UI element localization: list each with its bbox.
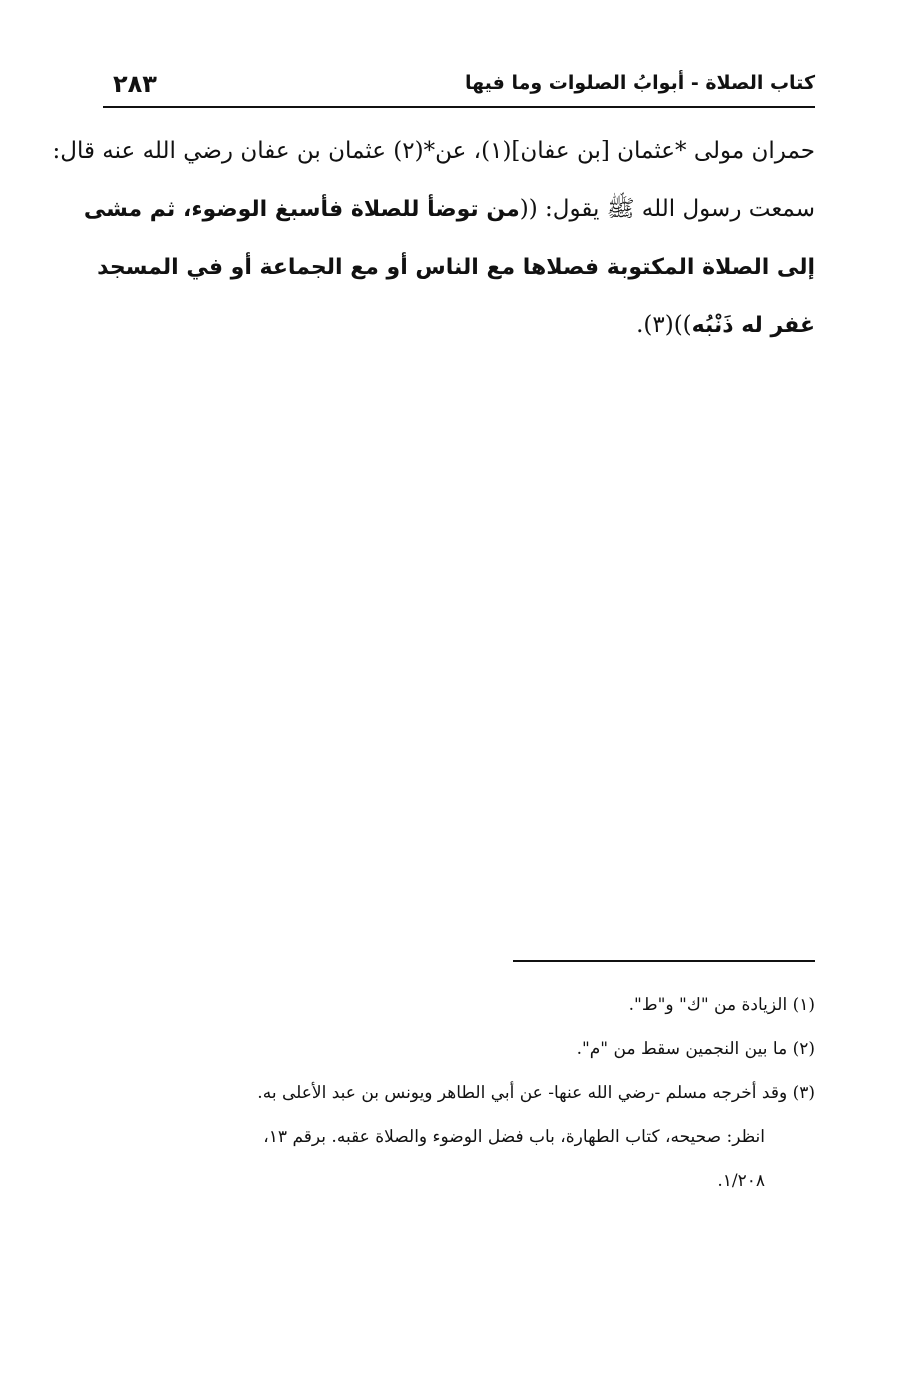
main-text — [52, 126, 815, 358]
footnote-3-reference: ١/٢٠٨. — [717, 1171, 765, 1191]
hadith-text-start: من توضأ للصلاة فأسبغ الوضوء، ثم مشى — [83, 197, 520, 222]
footnote-marker-3: ))(٣). — [636, 312, 692, 338]
hadith-text-end: غفر له ذَنْبُه — [691, 313, 815, 338]
footnote-3: (٣) وقد أخرجه مسلم -رضي الله عنها- عن أبي الطاهر ويونس بن عبد الأعلى به. — [257, 1083, 815, 1103]
hadith-text-middle: إلى الصلاة المكتوبة فصلاها مع الناس أو مع الجماعة أو في المسجد — [97, 255, 815, 280]
text-line-2 — [83, 184, 815, 242]
line-2-intro: سمعت رسول الله ﷺ يقول: (( — [519, 196, 815, 222]
footnotes — [100, 985, 815, 1205]
footnote-3-continuation: انظر: صحيحه، كتاب الطهارة، باب فضل الوضوء والصلاة عقبه. برقم ١٣، — [263, 1127, 765, 1147]
text-line-1 — [52, 126, 815, 184]
header-rule — [103, 106, 815, 108]
footnote-separator — [513, 960, 815, 962]
footnote-1: (١) الزيادة من "ك" و"ط". — [628, 995, 815, 1015]
text-line-4 — [103, 300, 815, 358]
text-line-3 — [97, 242, 815, 300]
header-title: كتاب الصلاة - أبوابُ الصلوات وما فيها — [464, 72, 815, 94]
footnote-2: (٢) ما بين النجمين سقط من "م". — [576, 1039, 815, 1059]
line-1-text: حمران مولى *عثمان [بن عفان](١)، عن*(٢) عثمان بن عفان رضي الله عنه قال: — [52, 138, 815, 164]
page-number: ٢٨٣ — [113, 70, 157, 98]
running-header — [103, 70, 815, 104]
